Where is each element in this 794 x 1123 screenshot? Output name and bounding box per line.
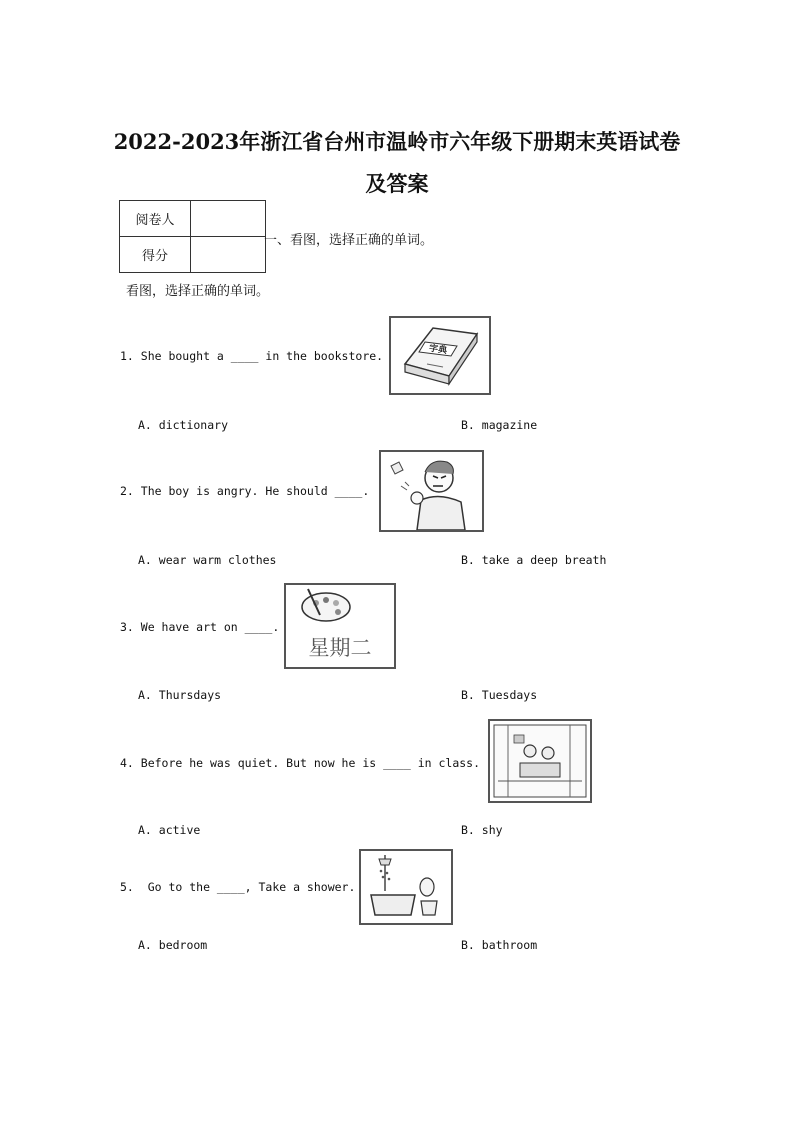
question-2-text: 2. The boy is angry. He should ____. (120, 484, 370, 498)
question-5-option-a[interactable]: A. bedroom (138, 938, 208, 952)
score-cell[interactable] (191, 237, 266, 273)
question-5-text: 5. Go to the ____, Take a shower. (120, 880, 356, 894)
question-1-text: 1. She bought a ____ in the bookstore. (120, 349, 384, 363)
reviewer-cell[interactable] (191, 201, 266, 237)
question-2-option-b[interactable]: B. take a deep breath (461, 553, 607, 567)
section-title: 一、看图，选择正确的单词。 (264, 233, 434, 248)
question-3-text: 3. We have art on ____. (120, 620, 280, 634)
question-5-image (359, 849, 453, 925)
question-3-option-b[interactable]: B. Tuesdays (461, 688, 538, 702)
question-3-option-a[interactable]: A. Thursdays (138, 688, 222, 702)
angry-boy-icon (381, 452, 482, 530)
section-instruction: 看图，选择正确的单词。 (126, 284, 270, 299)
dictionary-book-icon (391, 318, 489, 393)
classroom-icon (490, 721, 590, 801)
question-5-option-b[interactable]: B. bathroom (461, 938, 538, 952)
question-3-image (284, 583, 396, 669)
question-4-text: 4. Before he was quiet. But now he is ____ in class. (120, 756, 481, 770)
score-label: 得分 (120, 237, 191, 273)
paint-palette-icon (286, 585, 394, 667)
question-1-image (389, 316, 491, 395)
dictionary-cover-text: 字典 (428, 343, 448, 357)
document-title-line1: 2022-2023年浙江省台州市温岭市六年级下册期末英语试卷 (113, 129, 681, 154)
reviewer-label: 阅卷人 (120, 201, 191, 237)
question-2-option-a[interactable]: A. wear warm clothes (138, 553, 277, 567)
question-1-option-a[interactable]: A. dictionary (138, 418, 229, 432)
weekday-text: 星期二 (308, 636, 372, 660)
document-title-line2: 及答案 (365, 171, 429, 196)
score-table (119, 200, 266, 273)
question-4-option-a[interactable]: A. active (138, 823, 201, 837)
question-1-option-b[interactable]: B. magazine (461, 418, 538, 432)
shower-bathroom-icon (361, 851, 451, 923)
question-4-image (488, 719, 592, 803)
question-2-image (379, 450, 484, 532)
question-4-option-b[interactable]: B. shy (461, 823, 503, 837)
